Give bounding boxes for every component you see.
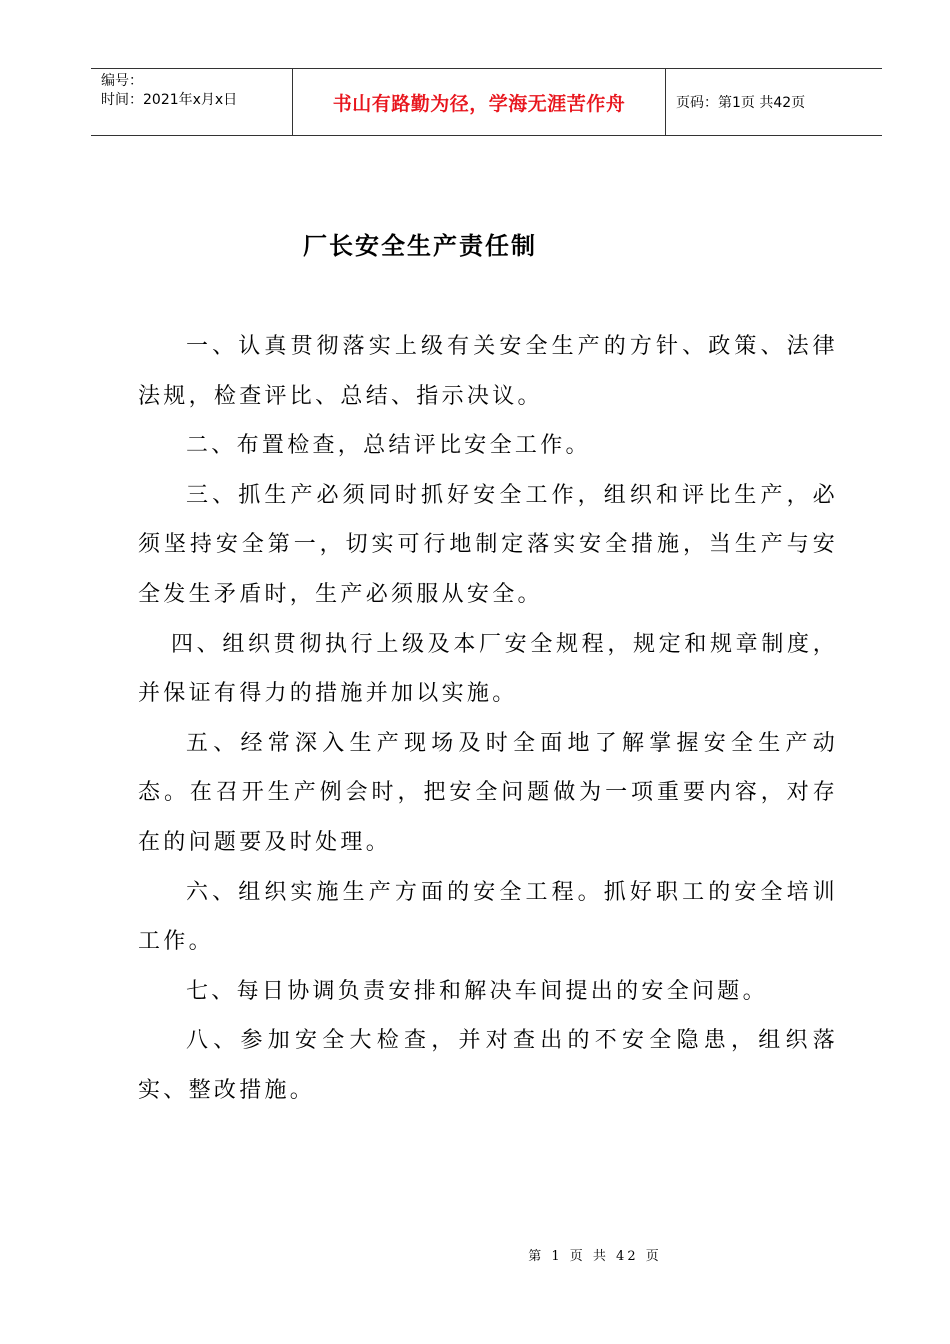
- paragraph-7: 七、每日协调负责安排和解决车间提出的安全问题。: [186, 978, 768, 1004]
- header-meta: [91, 69, 293, 135]
- page-footer: 第 1 页 共 42 页: [528, 1249, 662, 1264]
- paragraph-8: 八、参加安全大检查，并对查出的不安全隐患，组织落实、整改措施。: [138, 1028, 838, 1103]
- paragraph-6: 六、组织实施生产方面的安全工程。抓好职工的安全培训工作。: [138, 879, 838, 955]
- paragraph-3: 三、抓生产必须同时抓好安全工作，组织和评比生产，必须坚持安全第一，切实可行地制定落实安全措施，当生产与安全发生矛盾时，生产必须服从安全。: [138, 482, 838, 607]
- header-motto: 书山有路勤为径，学海无涯苦作舟: [293, 69, 666, 135]
- serial-number-label: 编号：: [101, 73, 143, 89]
- paragraph-1: 一、认真贯彻落实上级有关安全生产的方针、政策、法律法规，检查评比、总结、指示决议。: [138, 334, 838, 409]
- date-label: 时间：2021年x月x日: [101, 92, 238, 108]
- document-body: [138, 322, 838, 1116]
- header-page-info: 页码：第1页 共42页: [676, 95, 806, 111]
- document-header: [91, 68, 882, 136]
- document-title: 厂长安全生产责任制: [303, 232, 537, 260]
- paragraph-5: 五、经常深入生产现场及时全面地了解掌握安全生产动态。在召开生产例会时，把安全问题做为一项重要内容，对存在的问题要及时处理。: [138, 730, 838, 855]
- paragraph-4: 四、组织贯彻执行上级及本厂安全规程，规定和规章制度，并保证有得力的措施并加以实施。: [138, 631, 838, 707]
- paragraph-2: 二、布置检查，总结评比安全工作。: [186, 433, 591, 459]
